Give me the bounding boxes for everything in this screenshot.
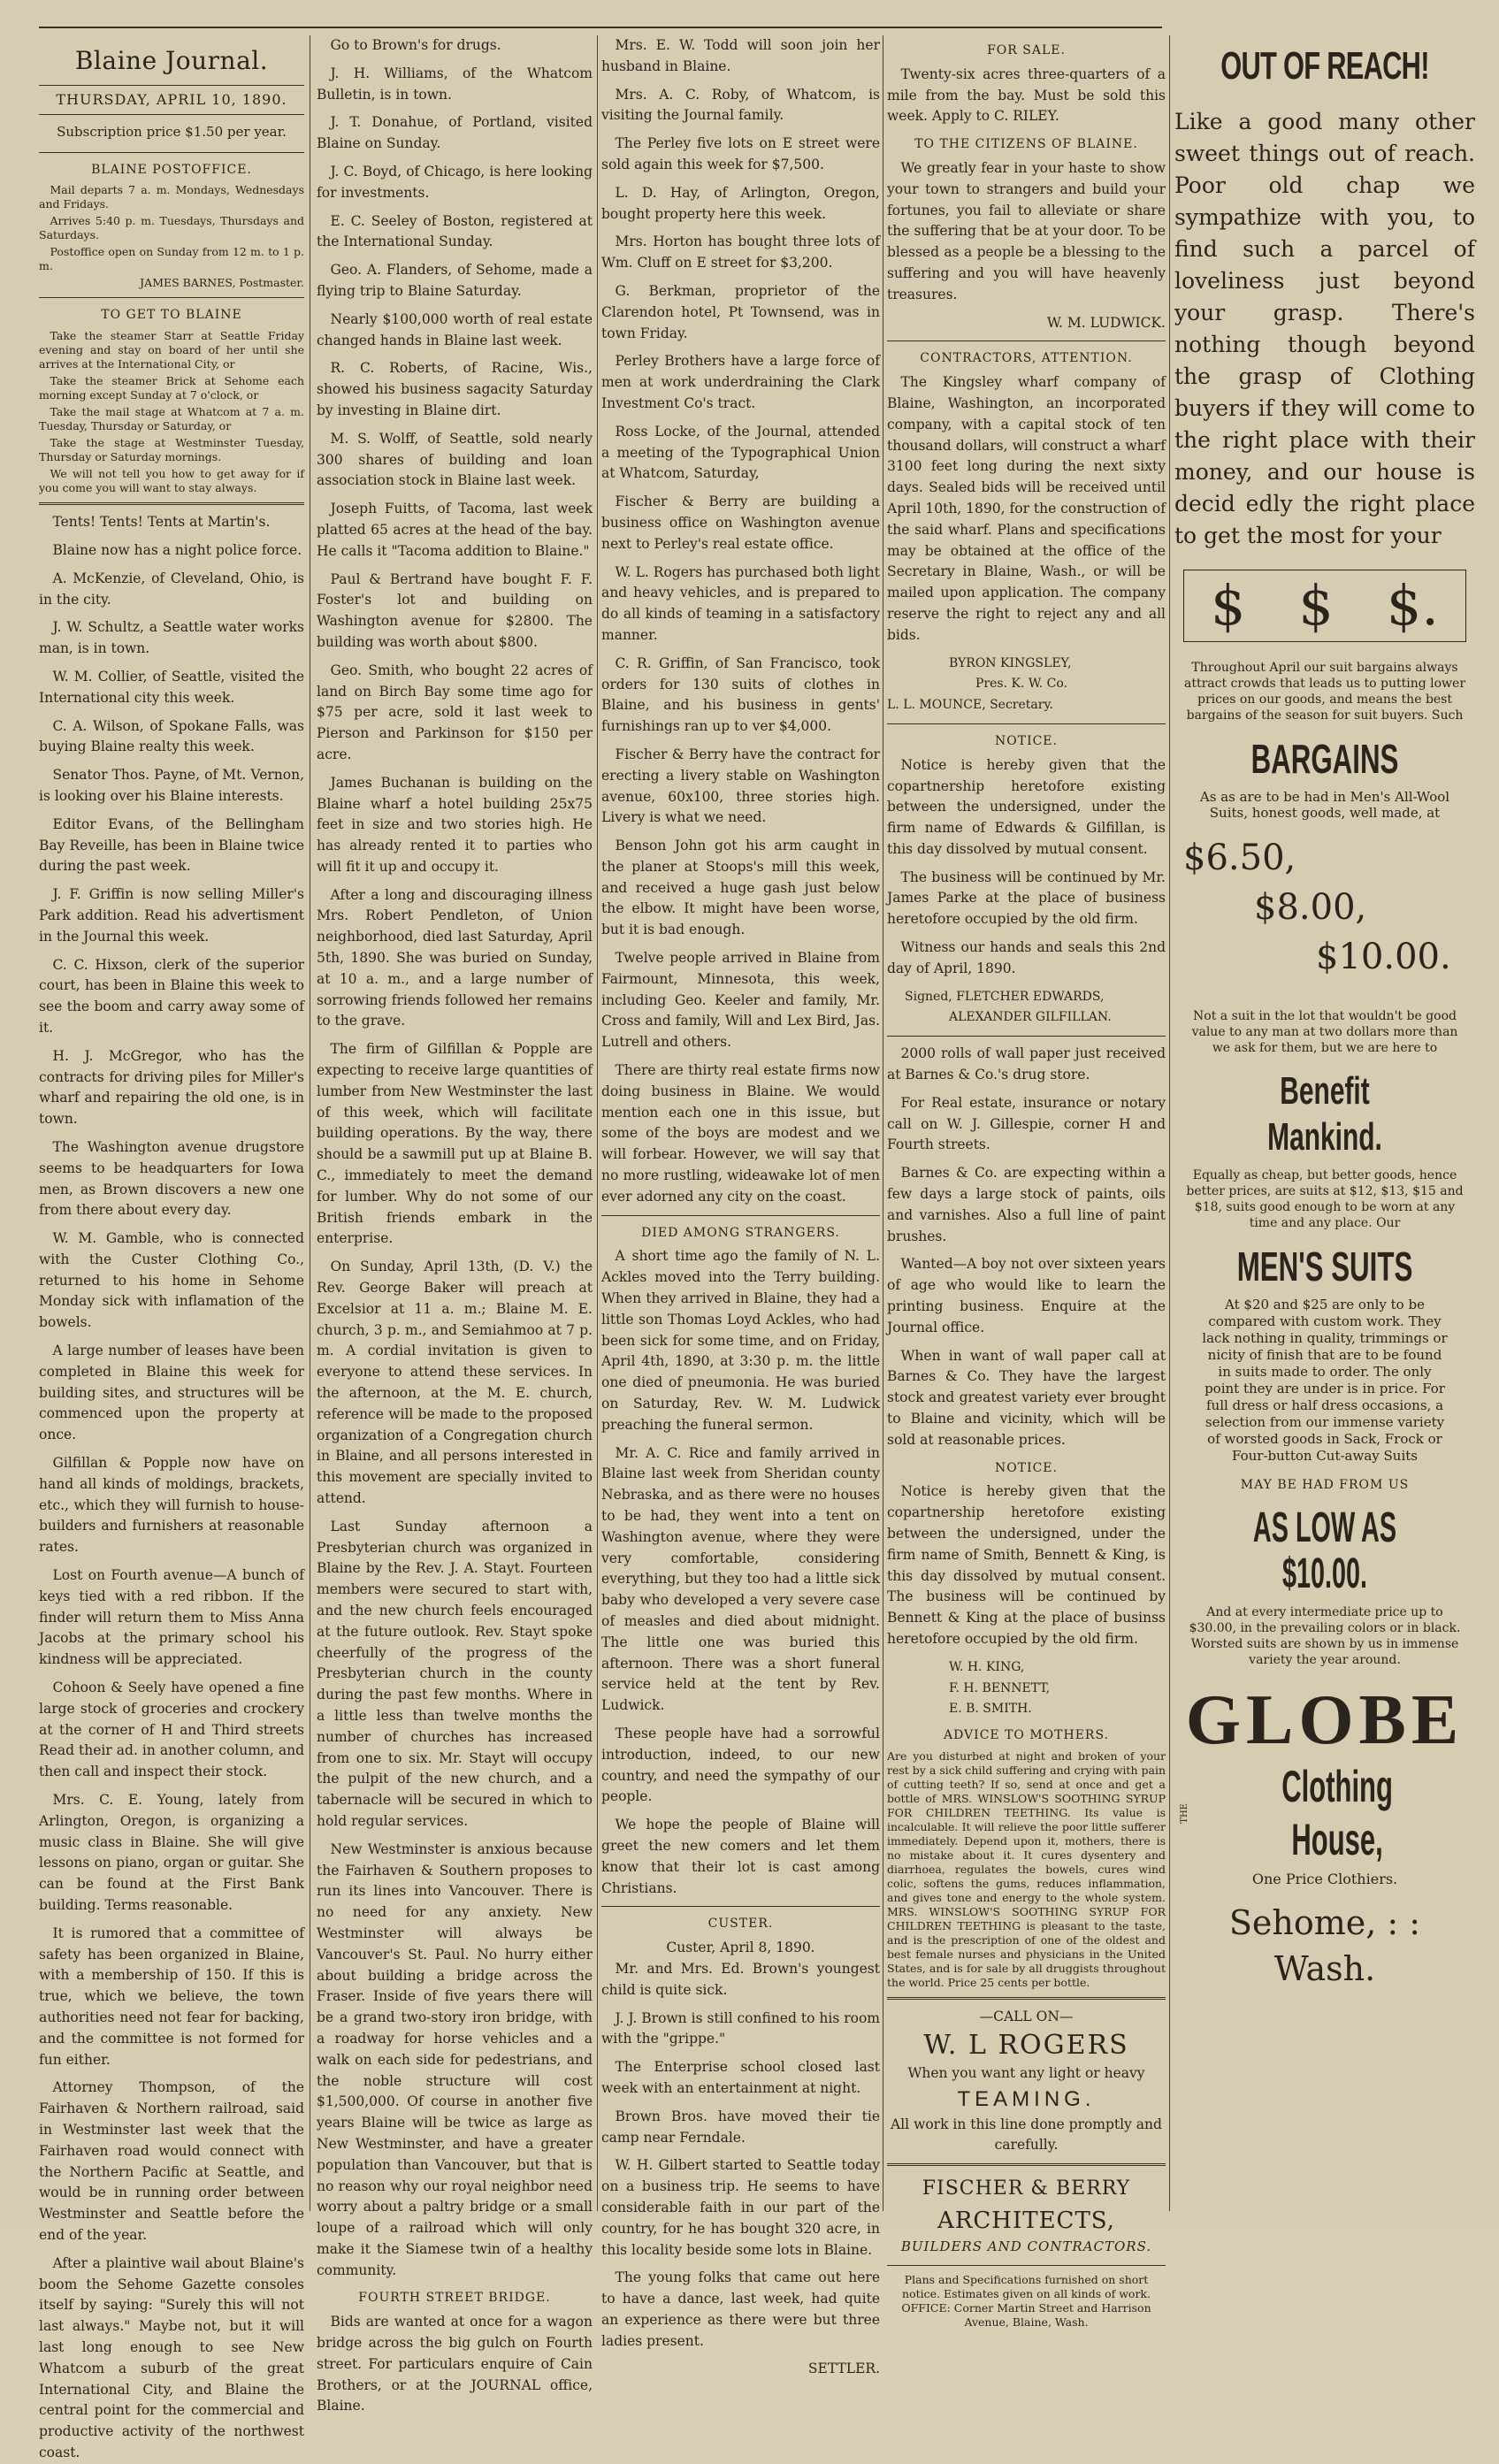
dollar-sign: $	[1298, 573, 1334, 639]
ad-the: THE	[1180, 1802, 1189, 1824]
contractors-signer: BYRON KINGSLEY,	[949, 655, 1072, 670]
contractors-text: The Kingsley wharf company of Blaine, Washington, an incorporated company, with a capital stock of ten thousand dollars, will construct a wharf 3100 feet long during the next sixty days. Sealed bids will be received until April 10th, 1890, for the construction of the said wharf. Plans and specifications may be obtained at the office of the Secretary in Blaine, Wash., or will be mailed upon application. The company reserve the right to reject any and all bids.	[887, 374, 1166, 643]
divider	[887, 2265, 1166, 2266]
directions-line: Take the stage at Westminster Tuesday, Thursday or Saturday mornings.	[39, 436, 304, 464]
fischer-name: FISCHER & BERRY	[922, 2177, 1131, 2200]
news-item: Cohoon & Seely have opened a fine large stock of groceries and crockery at the corner of H and Third streets Read their ad. in another column, and then call and inspect their stock.	[39, 1680, 304, 1780]
contractors-secretary: L. L. MOUNCE, Secretary.	[887, 698, 1053, 713]
news-item: Nearly $100,000 worth of real estate changed hands in Blaine last week.	[317, 310, 593, 348]
custer-article	[601, 1959, 880, 2353]
news-item: Gilfillan & Popple now have on hand all kinds of moldings, brackets, etc., which they will furnish to house-builders and furnishers at reasonable rates.	[39, 1455, 304, 1556]
rogers-call: —CALL ON—	[979, 2008, 1074, 2024]
dollar-sign: $	[1210, 573, 1246, 639]
notice1-signer: Signed, FLETCHER EDWARDS,	[905, 989, 1105, 1004]
news-item: R. C. Roberts, of Racine, Wis., showed his business sagacity Saturday by investing in Blaine dirt.	[317, 360, 593, 418]
local-news-list	[601, 35, 880, 1208]
notice1-signer: ALEXANDER GILFILLAN.	[949, 1010, 1112, 1025]
news-item: Perley Brothers have a large force of men at work underdraining the Clark Investment Co's tract.	[601, 353, 880, 411]
news-item: Twelve people arrived in Blaine from Fairmount, Minnesota, this week, including Geo. Keeler and family, Mr. Cross and family, Will and Lex Bird, Jas. Lutrell and others.	[601, 950, 880, 1051]
news-item: A short time ago the family of N. L. Ackles moved into the Terry building. When they arrived in Blaine, they had a little son Thomas Loyd Ackles, who had been sick for some time, and on Friday, April 4th, 1890, at 3:30 p. m. the little one died of pneumonia. He was buried on Saturday, Rev. W. M. Ludwick preaching the funeral sermon.	[601, 1248, 880, 1433]
notice2-signer: E. B. SMITH.	[949, 1702, 1032, 1717]
news-item: Geo. Smith, who bought 22 acres of land on Birch Bay some time ago for $75 per acre, sold it last week to Pierson and Parkinson for $150 per acre.	[317, 662, 593, 762]
news-item: C. C. Hixson, clerk of the superior court, has been in Blaine this week to see the boom and carry away some of it.	[39, 956, 304, 1036]
fourth-street-text: Bids are wanted at once for a wagon bridge across the big gulch on Fourth street. For particulars enquire of Cain Brothers, or at the JOURNAL office, Blaine.	[317, 2314, 593, 2414]
divider	[887, 1997, 1166, 2000]
column-2	[317, 35, 593, 2414]
ad-benefit: Benefit Mankind.	[1267, 1069, 1382, 1159]
news-item: Mr. A. C. Rice and family arrived in Blaine last week from Sheridan county Nebraska, and as there were no houses to be had, they went into a tent on Washington avenue, where they were very comfortable, considering everything, but they too had a little sick baby who developed a very severe case of measles and died about midnight. The little one was buried this afternoon. There was a short funeral service held at the tent by Rev. Ludwick.	[601, 1444, 880, 1714]
ad-intro: Like a good many other sweet things out of reach. Poor old chap we sympathize with you, to find such a parcel of loveliness just beyond your grasp. There's nothing though beyond the grasp of Clothing buyers if they will come to the right place with their money, and our house is decid edly the right place to get the most for your	[1174, 109, 1475, 548]
news-item: On Sunday, April 13th, (D. V.) the Rev. George Baker will preach at Excelsior at 11 a. m.; Blaine M. E. church, 3 p. m., and Semiahmoo at 7 p. m. A cordial invitation is given to everyone to attend these services. In the afternoon, at the M. E. church, reference will be made to the proposed organization of a Congregation church in Blaine, and all persons interested in this movement are specially invited to attend.	[317, 1259, 593, 1506]
news-item: Senator Thos. Payne, of Mt. Vernon, is looking over his Blaine interests.	[39, 767, 304, 804]
news-item: Wanted—A boy not over sixteen years of age who would like to learn the printing business. Enquire at the Journal office.	[887, 1256, 1166, 1335]
news-item: Paul & Bertrand have bought F. F. Foster's lot and building on Washington avenue for $2800. The building was worth about $800.	[317, 570, 593, 650]
notice2-signer: F. H. BENNETT,	[949, 1680, 1051, 1695]
column-4	[887, 35, 1166, 2329]
dollar-signs-box	[1183, 570, 1466, 642]
news-item: Tents! Tents! Tents at Martin's.	[52, 514, 271, 531]
directions-line: Take the steamer Starr at Seattle Friday evening and stay on board of her until she arrives at the International City, or	[39, 329, 304, 371]
ad-not-suit: Not a suit in the lot that wouldn't be good value to any man at two dollars more than we ask for them, but we are here to	[1191, 1009, 1458, 1055]
news-item: Joseph Fuitts, of Tacoma, last week platted 65 acres at the head of the bay. He calls it "Tacoma addition to Blaine."	[317, 501, 593, 559]
custer-signoff: SETTLER.	[807, 2361, 880, 2377]
ad-equally: Equally as cheap, but better goods, hence better prices, are suits at $12, $13, $15 and $18, suits good enough to be worn at any time and any place. Our	[1186, 1168, 1464, 1230]
news-item: Mrs. C. E. Young, lately from Arlington, Oregon, is organizing a music class in Blaine. She will give lessons on piano, organ or guitar. She can be found at the First Bank building. Terms reasonable.	[39, 1792, 304, 1913]
rogers-name: W. L ROGERS	[923, 2029, 1129, 2061]
house-row	[1174, 1760, 1475, 1866]
price-2: $8.00,	[1254, 887, 1367, 928]
news-item: J. C. Boyd, of Chicago, is here looking for investments.	[317, 163, 593, 201]
price-1: $6.50,	[1183, 838, 1296, 878]
news-item: C. A. Wilson, of Spokane Falls, was buying Blaine realty this week.	[39, 717, 304, 755]
news-item: It is rumored that a committee of safety has been organized in Blaine, with a membership of 150. If this is true, which we believe, the town authorities need not fear for backing, and the committee is not formed for fun either.	[39, 1925, 304, 2068]
mothers-heading: ADVICE TO MOTHERS.	[943, 1728, 1110, 1743]
news-item: G. Berkman, proprietor of the Clarendon hotel, Pt Townsend, was in town Friday.	[601, 282, 880, 341]
postmaster: JAMES BARNES, Postmaster.	[140, 276, 304, 290]
ad-may-be: MAY BE HAD FROM US	[1240, 1478, 1410, 1492]
local-news-list	[317, 35, 593, 2281]
ad-sehome: Sehome, : : Wash.	[1228, 1903, 1421, 1988]
divider	[39, 152, 304, 153]
contractors-signer-title: Pres. K. W. Co.	[975, 677, 1068, 692]
get-to-blaine-box	[39, 329, 304, 495]
directions-line: Take the steamer Brick at Sehome each morning except Sunday at 7 o'clock, or	[39, 374, 304, 402]
postoffice-box	[39, 183, 304, 290]
citizens-heading: TO THE CITIZENS OF BLAINE.	[914, 137, 1138, 152]
news-item: J. T. Donahue, of Portland, visited Blaine on Sunday.	[317, 114, 593, 152]
news-item: J. F. Griffin is now selling Miller's Park addition. Read his advertisment in the Journal this week.	[39, 886, 304, 945]
news-item: When in want of wall paper call at Barnes & Co. They have the largest stock and greatest variety ever brought to Blaine and vicinity, which will be sold at reasonable prices.	[887, 1347, 1166, 1448]
divider	[39, 297, 304, 298]
ad-as-low: AS LOW AS $10.00.	[1252, 1504, 1397, 1597]
ad-every: And at every intermediate price up to $30.00, in the prevailing colors or in black. Worsted suits are shown by us in immense variety the year around.	[1189, 1605, 1461, 1667]
custer-dateline: Custer, April 8, 1890.	[666, 1940, 815, 1956]
fischer-architects: ARCHITECTS,	[937, 2208, 1115, 2235]
notice1-text3: Witness our hands and seals this 2nd day of April, 1890.	[887, 939, 1166, 976]
ad-headline: OUT OF REACH!	[1220, 44, 1429, 88]
news-item: The Washington avenue drugstore seems to be headquarters for Iowa men, as Brown discovers a new one from there about every day.	[39, 1138, 304, 1219]
news-item: A large number of leases have been completed in Blaine this week for building sites, and structures will be commenced upon the property at once.	[39, 1343, 304, 1443]
fischer-builders: BUILDERS AND CONTRACTORS.	[900, 2238, 1152, 2255]
forsale-body: Twenty-six acres three-quarters of a mile from the bay. Must be sold this week. Apply to	[887, 65, 1166, 125]
news-item: W. M. Collier, of Seattle, visited the International city this week.	[39, 668, 304, 706]
local-news-list	[887, 1044, 1166, 1450]
dollar-sign: $.	[1386, 573, 1439, 639]
ad-at20: At $20 and $25 are only to be compared with custom work. They lack nothing in quality, trimmings or nicity of finish that are to be found in suits made to order. The only point they are under is in price. For full dress or half dress occasions, a selection from our immense variety of worsted goods in Sack, Frock or Four-button Cut-away Suits	[1202, 1297, 1448, 1464]
column-3	[601, 35, 880, 2377]
divider	[887, 2163, 1166, 2166]
news-item: Fischer & Berry are building a business office on Washington avenue next to Perley's real estate office.	[601, 494, 880, 552]
column-1	[39, 35, 304, 2460]
news-item: The young folks that came out here to have a dance, last week, had quite an experience as there were but three ladies present.	[601, 2269, 880, 2349]
mothers-text: Are you disturbed at night and broken of your rest by a sick child suffering and crying with pain of cutting teeth? If so, send at once and get a bottle of MRS. WINSLOW'S SOOTHING SYRUP FOR CHILDREN TEETHING. Its value is incalculable. It will relieve the poor little sufferer immediately. Depend upon it, mothers, there is no mistake about it. It cures dysentery and diarrhoea, regulates the bowels, cures wind colic, softens the gums, reduces inflammation, and gives tone and energy to the whole system. MRS. WINSLOW'S SOOTHING SYRUP FOR CHILDREN TEETHING is pleasant to the taste, and is the prescription of one of the oldest and best female nurses and physicians in the United States, and is for sale by all druggists throughout the world. Price 25 cents per bottle.	[887, 1749, 1166, 1989]
news-item: Last Sunday afternoon a Presbyterian church was organized in Blaine by the Rev. J. A. Stayt. Fourteen members were secured to start with, and the new church feels encouraged at the future outlook. Rev. Stayt spoke cheerfully of the progress of the Presbyterian church in the county during the past few months. Where in a little less than twelve months the number of churches has increased from one to six. Mr. Stayt will occupy the pulpit of the new church, and a tabernacle will be secured in which to hold regular services.	[317, 1518, 593, 1829]
news-item: 2000 rolls of wall paper just received at Barnes & Co.'s drug store.	[887, 1045, 1166, 1083]
fischer-office: OFFICE: Corner Martin Street and Harrison Avenue, Blaine, Wash.	[901, 2300, 1151, 2329]
citizens-text: We greatly fear in your haste to show your town to strangers and build your fortunes, you fail to alleviate or share the suffering that be at your door. To be blessed as a people be a blessing to the suffering and you will have heavenly treasures.	[887, 159, 1166, 302]
rogers-line: All work in this line done promptly and carefully.	[891, 2116, 1162, 2154]
citizens-signer: W. M. LUDWICK.	[1046, 314, 1166, 331]
news-item: After a long and discouraging illness Mrs. Robert Pendleton, of Union neighborhood, died last Saturday, April 5th, 1890. She was buried on Sunday, at 10 a. m., and a large number of sorrowing friends followed her remains to the grave.	[317, 886, 593, 1029]
notice2-text: Notice is hereby given that the copartnership heretofore existing between the undersigned, under the firm name of Smith, Bennett & King, is this day dissolved by mutual consent. The business will be continued by Bennett & King at the place of businss heretofore occupied by the old firm.	[887, 1483, 1166, 1647]
divider	[887, 723, 1166, 724]
news-item: M. S. Wolff, of Seattle, sold nearly 300 shares of building and loan association stock in Blaine last week.	[317, 430, 593, 489]
forsale-text	[887, 65, 1166, 127]
strangers-heading: DIED AMONG STRANGERS.	[641, 1225, 840, 1240]
news-item: W. H. Gilbert started to Seattle today on a business trip. He seems to have considerable faith in our part of the country, for he has bought 320 acre, in this locality beside some lots in Blaine.	[601, 2157, 880, 2258]
news-item: After a plaintive wail about Blaine's boom the Sehome Gazette consoles itself by saying: "Surely this will not last always." Maybe not, but it will last long enough to see New Whatcom a suburb of the great International City, and Blaine the central point for the commercial and productive activity of the northwest coast.	[39, 2254, 304, 2460]
top-rule	[39, 27, 1162, 28]
postoffice-line: Postoffice open on Sunday from 12 m. to 1 p. m.	[39, 245, 304, 273]
news-item: The Enterprise school closed last week with an entertainment at night.	[601, 2059, 880, 2096]
news-item: Blaine now has a night police force.	[52, 541, 302, 558]
news-item: Ross Locke, of the Journal, attended a meeting of the Typographical Union at Whatcom, Saturday,	[601, 423, 880, 482]
ad-throughout: Throughout April our suit bargains always attract crowds that leads us to putting lower prices on our goods, and means the best bargains of the season for suit buyers. Such	[1183, 661, 1466, 723]
news-item: Brown Bros. have moved their tie camp near Ferndale.	[601, 2108, 880, 2146]
postoffice-line: Arrives 5:40 p. m. Tuesdays, Thursdays and Saturdays.	[39, 214, 304, 242]
news-item: The firm of Gilfillan & Popple are expecting to receive large quantities of lumber from New Westminster the last of this week, which will facilitate building operations. By the way, there should be a sawmill put up at Blaine B. C., immediately to meet the demand for lumber. Why do not some of our British friends embark in the enterprise.	[317, 1041, 593, 1247]
news-item: James Buchanan is building on the Blaine wharf a hotel building 25x75 feet in size and two stories high. He has already rented it to parties who will fit it up and occupy it.	[317, 774, 593, 875]
news-item: W. L. Rogers has purchased both light and heavy vehicles, and is prepared to do all kinds of teaming in a satisfactory manner.	[601, 563, 880, 643]
postoffice-heading: BLAINE POSTOFFICE.	[91, 162, 252, 177]
news-item: For Real estate, insurance or notary call on W. J. Gillespie, corner H and Fourth streets.	[887, 1094, 1166, 1153]
globe-advertisement	[1174, 35, 1475, 2220]
news-item: J. H. Williams, of the Whatcom Bulletin, is in town.	[317, 65, 593, 103]
notice2-signer: W. H. KING,	[949, 1659, 1025, 1674]
notice2-heading: NOTICE.	[995, 1460, 1058, 1475]
news-item: H. J. McGregor, who has the contracts for driving piles for Miller's wharf and repairing the old one, is in town.	[39, 1047, 304, 1128]
directions-line: Take the mail stage at Whatcom at 7 a. m. Tuesday, Thursday or Saturday, or	[39, 405, 304, 433]
subscription-price: Subscription price $1.50 per year.	[57, 123, 287, 140]
price-3: $10.00.	[1316, 937, 1451, 977]
fourth-street-heading: FOURTH STREET BRIDGE.	[358, 2291, 551, 2306]
news-item: These people have had a sorrowful introduction, indeed, to our new country, and need the sympathy of our people.	[601, 1725, 880, 1805]
custer-heading: CUSTER.	[707, 1917, 774, 1932]
news-item: J. J. Brown is still confined to his room with the "grippe."	[601, 2009, 880, 2047]
news-item: Editor Evans, of the Bellingham Bay Reveille, has been in Blaine twice during the past week.	[39, 815, 304, 875]
news-item: Attorney Thompson, of the Fairhaven & Northern railroad, said in Westminster last week that the Fairhaven road would connect with the Northern Pacific at Seattle, and would be in running order between Westminster and Seattle before the end of the year.	[39, 2079, 304, 2243]
local-news-list	[39, 512, 304, 2464]
issue-date: THURSDAY, APRIL 10, 1890.	[39, 85, 304, 115]
news-item: There are thirty real estate firms now doing business in Blaine. We would mention each one in this issue, but some of the boys are modest and we will forbear. However, we will say that no more rustling, wideawake lot of men ever adorned any city on the coast.	[601, 1062, 880, 1205]
news-item: C. R. Griffin, of San Francisco, took orders for 130 suits of clothes in Blaine, and his business in gents' furnishings ran up to ver $4,000.	[601, 654, 880, 735]
masthead-title: Blaine Journal.	[74, 46, 269, 75]
news-item: The Perley five lots on E street were sold again this week for $7,500.	[601, 135, 880, 172]
ad-bargains: BARGAINS	[1250, 736, 1399, 782]
ad-as-are: As as are to be had in Men's All-Wool Suits, honest goods, well made, at	[1199, 789, 1450, 821]
divider	[601, 1215, 880, 1216]
divider	[39, 502, 304, 505]
news-item: Mrs. E. W. Todd will soon join her husband in Blaine.	[601, 37, 880, 74]
ad-one-price: One Price Clothiers.	[1251, 1871, 1398, 1887]
strangers-article	[601, 1246, 880, 1899]
news-item: J. W. Schultz, a Seattle water works man, is in town.	[39, 619, 304, 657]
directions-line: We will not tell you how to get away for if you come you will want to stay always.	[39, 467, 304, 495]
news-item: A. McKenzie, of Cleveland, Ohio, is in the city.	[39, 570, 304, 608]
ad-house: Clothing House,	[1281, 1762, 1393, 1864]
news-item: Mr. and Mrs. Ed. Brown's youngest child is quite sick.	[601, 1960, 880, 1998]
notice1-text2: The business will be continued by Mr. James Parke at the place of business heretofore occupied by the old firm.	[887, 869, 1166, 928]
news-item: Go to Brown's for drugs.	[330, 37, 501, 53]
ad-globe: GLOBE	[1185, 1681, 1465, 1759]
column-rule	[597, 35, 598, 2211]
divider	[887, 1036, 1166, 1037]
notice1-text: Notice is hereby given that the copartnership heretofore existing between the undersigned, under the firm name of Edwards & Gilfillan, is this day dissolved by mutual consent.	[887, 756, 1166, 857]
fischer-plans: Plans and Specifications furnished on short notice. Estimates given on all kinds of work.	[902, 2272, 1151, 2300]
postoffice-line: Mail departs 7 a. m. Mondays, Wednesdays and Fridays.	[39, 183, 304, 211]
news-item: New Westminster is anxious because the Fairhaven & Southern proposes to run its lines into Vancouver. There is no need for any anxiety. New Westminster will always be Vancouver's St. Paul. No hurry either about building a bridge across the Fraser. Inside of five years there will be a grand two-story iron bridge, with a roadway for horse vehicles and a walk on each side for pedestrians, and the noble structure will cost $1,500,000. Of course in another five years Blaine will be twice as large as New Westminster, and have a greater population than Vancouver, but that is no reason why our royal neighbor need worry about a paltry bridge or a small loupe of a railroad which will only make it the Siamese twin of a healthy community.	[317, 1840, 593, 2278]
news-item: Barnes & Co. are expecting within a few days a large stock of paints, oils and varnishes. Also a full line of paint brushes.	[887, 1165, 1166, 1244]
rogers-line: When you want any light or heavy	[907, 2064, 1145, 2081]
news-item: L. D. Hay, of Arlington, Oregon, bought property here this week.	[601, 184, 880, 222]
column-rule	[1169, 35, 1170, 2211]
news-item: We hope the people of Blaine will greet the new comers and let them know that their lot is cast among Christians.	[601, 1817, 880, 1896]
news-item: Fischer & Berry have the contract for erecting a livery stable on Washington avenue, 60x100, three stories high. Livery is what we need.	[601, 746, 880, 826]
rogers-teaming: TEAMING.	[957, 2086, 1096, 2111]
divider	[601, 1906, 880, 1907]
news-item: W. M. Gamble, who is connected with the Custer Clothing Co., returned to his home in Sehome Monday sick with inflamation of the bowels.	[39, 1230, 304, 1331]
notice1-heading: NOTICE.	[995, 733, 1058, 748]
news-item: Mrs. Horton has bought three lots of Wm. Cluff on E street for $3,200.	[601, 233, 880, 272]
contractors-heading: CONTRACTORS, ATTENTION.	[920, 351, 1133, 366]
get-to-blaine-heading: TO GET TO BLAINE	[101, 308, 242, 323]
news-item: Geo. A. Flanders, of Sehome, made a flying trip to Blaine Saturday.	[317, 262, 593, 299]
news-item: Lost on Fourth avenue—A bunch of keys tied with a red ribbon. If the finder will return them to Miss Anna Jacobs at the primary school his kindness will be appreciated.	[39, 1567, 304, 1668]
forsale-name: C. RILEY.	[994, 108, 1059, 125]
ad-mens-suits: MEN'S SUITS	[1236, 1243, 1413, 1289]
news-item: E. C. Seeley of Boston, registered at the International Sunday.	[317, 212, 593, 250]
news-item: Mrs. A. C. Roby, of Whatcom, is visiting the Journal family.	[601, 86, 880, 124]
forsale-heading: FOR SALE.	[987, 43, 1066, 57]
news-item: Benson John got his arm caught in the planer at Stoops's mill this week, and received a huge gash just below the elbow. It might have been worse, but it is bad enough.	[601, 838, 880, 938]
